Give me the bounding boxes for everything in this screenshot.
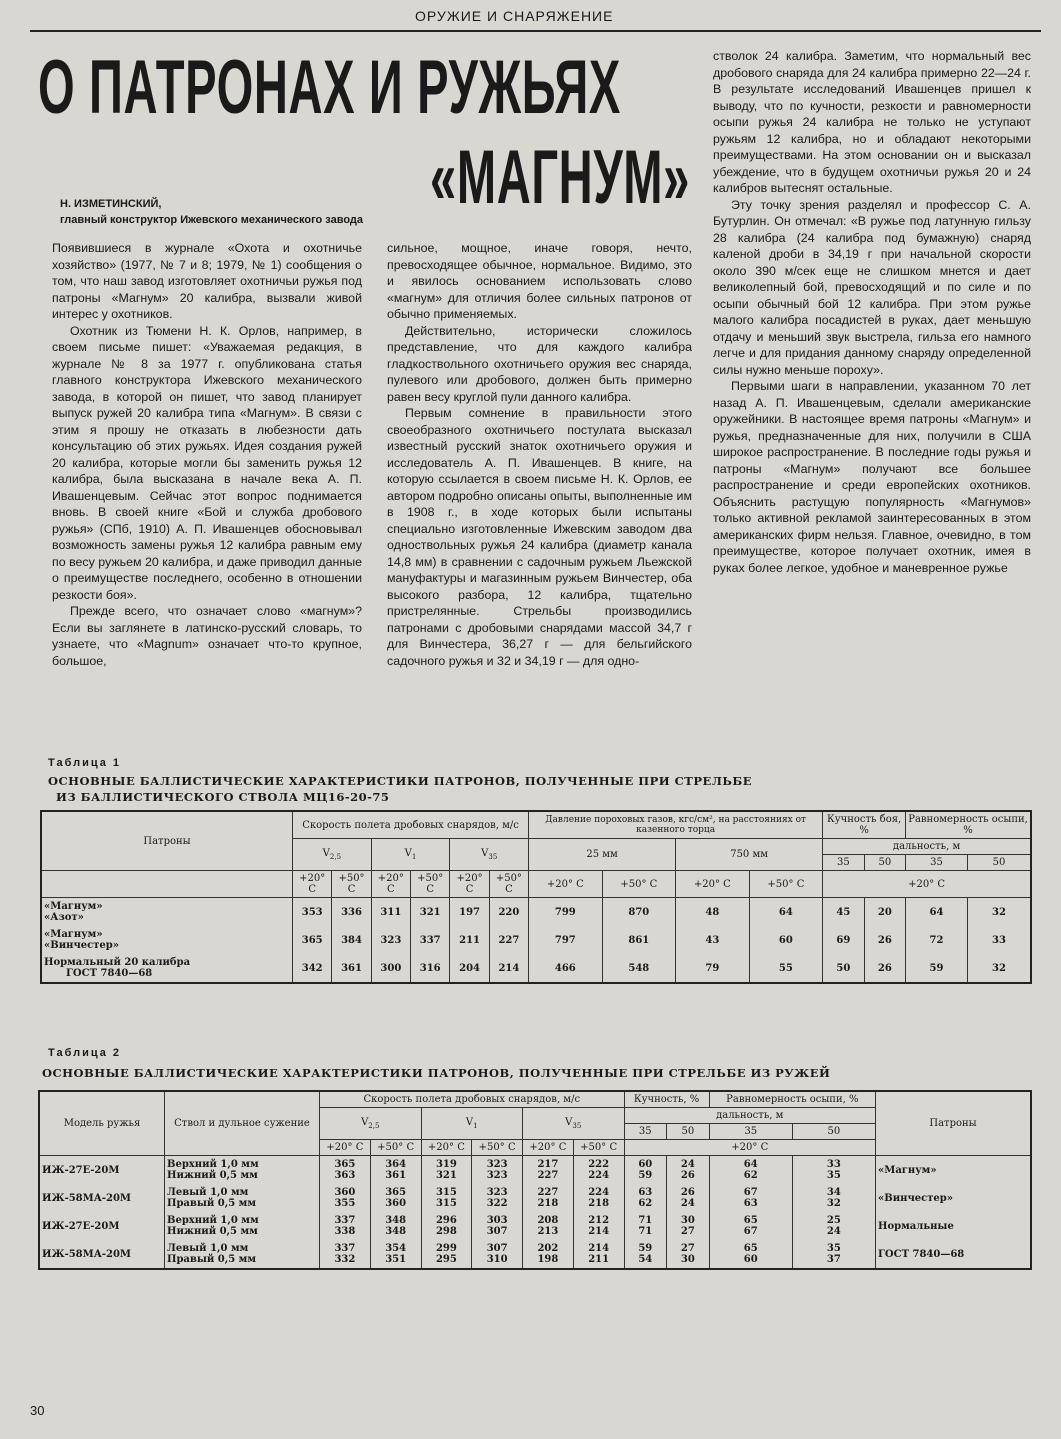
table2-patron: Нормальные bbox=[876, 1212, 1032, 1240]
section-header: ОРУЖИЕ И СНАРЯЖЕНИЕ bbox=[415, 8, 614, 24]
table-cell: 67 63 bbox=[709, 1184, 792, 1212]
table-cell: 307 310 bbox=[472, 1240, 523, 1269]
table-cell: 323 bbox=[371, 926, 410, 954]
table-cell: 48 bbox=[676, 898, 750, 927]
table-cell: 35 37 bbox=[792, 1240, 875, 1269]
table-cell: 870 bbox=[602, 898, 676, 927]
header-rule bbox=[30, 30, 1041, 32]
paragraph: Прежде всего, что означает слово «магнум»? Если вы заглянете в латинско-русский словарь, то узнаете, что «Magnum» означает что-то крупное, большое, bbox=[52, 604, 362, 668]
table-cell: 64 bbox=[749, 898, 823, 927]
table-cell: 797 bbox=[529, 926, 603, 954]
table-cell: 365 363 bbox=[320, 1156, 371, 1185]
table2-temp: +50° С bbox=[573, 1140, 624, 1156]
table1 bbox=[40, 810, 1032, 984]
table-cell: 296 298 bbox=[421, 1212, 472, 1240]
table1-temp: +50° С bbox=[489, 871, 528, 898]
table-cell: 26 bbox=[864, 926, 905, 954]
table2-d: 50 bbox=[667, 1124, 710, 1140]
table-row bbox=[39, 1184, 1031, 1212]
table1-d: 35 bbox=[906, 855, 968, 871]
table-cell: 26 bbox=[864, 954, 905, 983]
table1-title: ОСНОВНЫЕ БАЛЛИСТИЧЕСКИЕ ХАРАКТЕРИСТИКИ ПАТРОНОВ, ПОЛУЧЕННЫЕ ПРИ СТРЕЛЬБЕ ИЗ БАЛЛИСТИЧЕСКОГО СТВОЛА МЦ16-20-75 bbox=[48, 774, 752, 804]
table-row bbox=[41, 898, 1031, 927]
table1-p2: 750 мм bbox=[676, 839, 823, 871]
table2-header-ravn: Равномерность осыпи, % bbox=[709, 1091, 875, 1108]
table-cell: 337 bbox=[411, 926, 450, 954]
article-column-1 bbox=[52, 240, 362, 755]
table2-temp: +20° С bbox=[421, 1140, 472, 1156]
paragraph: Первыми шаги в направлении, указанном 70 лет назад А. П. Ивашенцевым, сделали американские оружейники. В настоящее время патроны «Магнум» и ружья, предназначенные для них, получили в США широкое распространение. В последние годы ружья и патроны «Магнум» получают все большее распространение и среди европейских охотников. Объяснить растущую популярность «Магнумов» только активной рекламой заинтересованных в этом американских фирм нельзя. Главное, очевидно, в том преимуществе, которое получает охотник, имея в руках более легкое, удобное и маневренное ружье bbox=[713, 379, 1031, 575]
table-cell: 360 355 bbox=[320, 1184, 371, 1212]
table2-header-barrel: Ствол и дульное сужение bbox=[165, 1091, 320, 1156]
table1-v1: $V_{2,5}$ bbox=[293, 839, 372, 871]
table-cell: 20 bbox=[864, 898, 905, 927]
table2 bbox=[38, 1090, 1032, 1270]
table-cell: 211 bbox=[450, 926, 489, 954]
table1-body bbox=[41, 898, 1031, 984]
table2-v3: $V_{35}$ bbox=[523, 1108, 625, 1140]
table1-header-ravn: Равномерность осыпи, % bbox=[906, 811, 1031, 839]
table-cell: 32 bbox=[967, 954, 1031, 983]
table2-body bbox=[39, 1156, 1031, 1270]
table2-d: 35 bbox=[624, 1124, 667, 1140]
table-cell: 197 bbox=[450, 898, 489, 927]
table2-header-kuch: Кучность, % bbox=[624, 1091, 709, 1108]
table-cell: 79 bbox=[676, 954, 750, 983]
table2-barrel: Левый 1,0 мм Правый 0,5 мм bbox=[165, 1184, 320, 1212]
table-row bbox=[39, 1156, 1031, 1185]
table2-model: ИЖ-27Е-20М bbox=[39, 1156, 165, 1185]
table2-header-speed: Скорость полета дробовых снарядов, м/с bbox=[320, 1091, 625, 1108]
table-cell: 354 351 bbox=[370, 1240, 421, 1269]
table-cell: 311 bbox=[371, 898, 410, 927]
table1-temp: +20° С bbox=[529, 871, 603, 898]
paragraph: сильное, мощное, иначе говоря, нечто, превосходящее обычное, нормальное. Видимо, это и явилось основанием использовать слово «магнум» для отличия более сильных патронов от обычно применяемых. bbox=[387, 241, 692, 321]
table-cell: 45 bbox=[823, 898, 864, 927]
table2-temp-all: +20° С bbox=[624, 1140, 876, 1156]
table-cell: 63 62 bbox=[624, 1184, 667, 1212]
table-row bbox=[41, 954, 1031, 983]
table-cell: 364 361 bbox=[370, 1156, 421, 1185]
table-cell: 202 198 bbox=[523, 1240, 574, 1269]
table2-patron: «Винчестер» bbox=[876, 1184, 1032, 1212]
paragraph: стволок 24 калибра. Заметим, что нормальный вес дробового снаряда для 24 калибра примерно 22—24 г. В результате исследований Ивашенцев пришел к выводу, что по кучности, резкости и равномерности осыпи ружья 24 калибра не только не уступают ружьям 12 калибра, но и обладают некоторыми преимуществами. На этом основании он и высказал убеждение, что в будущем охотничьи ружья 20 и 24 калибров вытеснят остальные. bbox=[713, 49, 1031, 195]
table-cell: 34 32 bbox=[792, 1184, 875, 1212]
table-cell: 65 67 bbox=[709, 1212, 792, 1240]
page-number: 30 bbox=[30, 1403, 45, 1418]
table2-temp: +20° С bbox=[523, 1140, 574, 1156]
table-cell: 348 348 bbox=[370, 1212, 421, 1240]
table1-v3: $V_{35}$ bbox=[450, 839, 529, 871]
table-row bbox=[39, 1212, 1031, 1240]
table2-caption: Таблица 2 bbox=[48, 1047, 122, 1059]
table-cell: 316 bbox=[411, 954, 450, 983]
table-cell: 30 27 bbox=[667, 1212, 710, 1240]
table2-model: ИЖ-27Е-20М bbox=[39, 1212, 165, 1240]
paragraph: Появившиеся в журнале «Охота и охотничье хозяйство» (1977, № 7 и 8; 1979, № 1) сообщения о том, что наш завод изготовляет охотничьи ружья под патроны «Магнум» 20 калибра, вызвали живой интерес у охотников. bbox=[52, 241, 362, 321]
table1-dist: дальность, м bbox=[823, 839, 1031, 855]
table2-model: ИЖ-58МА-20М bbox=[39, 1240, 165, 1269]
author-role: главный конструктор Ижевского механического завода bbox=[60, 214, 364, 226]
table-cell: 59 54 bbox=[624, 1240, 667, 1269]
table1-v2: $V_1$ bbox=[371, 839, 450, 871]
table-cell: 365 bbox=[293, 926, 332, 954]
table-cell: 323 322 bbox=[472, 1184, 523, 1212]
table-cell: 64 bbox=[906, 898, 968, 927]
table1-row-name: Нормальный 20 калибра ГОСТ 7840—68 bbox=[41, 954, 293, 983]
table1-temp: +50° С bbox=[332, 871, 371, 898]
table-cell: 319 321 bbox=[421, 1156, 472, 1185]
table2-temp: +20° С bbox=[320, 1140, 371, 1156]
author-block bbox=[60, 196, 363, 228]
table-row bbox=[39, 1240, 1031, 1269]
table-cell: 315 315 bbox=[421, 1184, 472, 1212]
table-cell: 299 295 bbox=[421, 1240, 472, 1269]
table-cell: 384 bbox=[332, 926, 371, 954]
table-cell: 799 bbox=[529, 898, 603, 927]
table-cell: 32 bbox=[967, 898, 1031, 927]
table-cell: 217 227 bbox=[523, 1156, 574, 1185]
table-cell: 208 213 bbox=[523, 1212, 574, 1240]
table1-row-name: «Магнум» «Винчестер» bbox=[41, 926, 293, 954]
table-cell: 353 bbox=[293, 898, 332, 927]
table2-d: 50 bbox=[792, 1124, 875, 1140]
paragraph: Охотник из Тюмени Н. К. Орлов, например, в своем письме пишет: «Уважаемая редакция, в журнале № 8 за 1977 г. опубликована статья главного конструктора Ижевского механического завода, в которой он пишет, что завод планирует выпуск ружей 20 калибра типа «Магнум». В связи с этим я прошу не отказать в любезности дать консультацию об этих ружьях. Идея создания ружей 20 калибра, которые могли бы заменить ружья 12 калибра, была высказана в начале века А. П. Ивашенцевым. Сейчас этот вопрос поднимается вновь. В своей книге «Бой и служба дробового ружья» (СПб, 1910) А. П. Ивашенцев обосновывал возможность замены ружья 12 калибра равным ему по весу ружьем 20 калибра, и даже приводил данные о преимуществе последнего, особенно в отношении резкости боя». bbox=[52, 323, 362, 602]
table-cell: 33 35 bbox=[792, 1156, 875, 1185]
table-cell: 466 bbox=[529, 954, 603, 983]
table2-model: ИЖ-58МА-20М bbox=[39, 1184, 165, 1212]
table-cell: 64 62 bbox=[709, 1156, 792, 1185]
table2-barrel: Верхний 1,0 мм Нижний 0,5 мм bbox=[165, 1156, 320, 1185]
table-cell: 69 bbox=[823, 926, 864, 954]
table-cell: 24 26 bbox=[667, 1156, 710, 1185]
table1-header-pressure: Давление пороховых газов, кгс/см², на расстояниях от казенного торца bbox=[529, 811, 823, 839]
table-cell: 50 bbox=[823, 954, 864, 983]
table2-temp: +50° С bbox=[370, 1140, 421, 1156]
table-cell: 224 218 bbox=[573, 1184, 624, 1212]
table2-temp: +50° С bbox=[472, 1140, 523, 1156]
table-cell: 26 24 bbox=[667, 1184, 710, 1212]
table-cell: 60 59 bbox=[624, 1156, 667, 1185]
table2-title: ОСНОВНЫЕ БАЛЛИСТИЧЕСКИЕ ХАРАКТЕРИСТИКИ ПАТРОНОВ, ПОЛУЧЕННЫЕ ПРИ СТРЕЛЬБЕ ИЗ РУЖЕЙ bbox=[42, 1066, 831, 1080]
table2-v1: $V_{2,5}$ bbox=[320, 1108, 422, 1140]
table-cell: 342 bbox=[293, 954, 332, 983]
table-cell: 222 224 bbox=[573, 1156, 624, 1185]
table1-temp: +20° С bbox=[676, 871, 750, 898]
table1-header-speed: Скорость полета дробовых снарядов, м/с bbox=[293, 811, 529, 839]
title-line-2: «МАГНУМ» bbox=[430, 135, 690, 220]
table-cell: 72 bbox=[906, 926, 968, 954]
table1-temp: +20° С bbox=[450, 871, 489, 898]
table2-patron: «Магнум» bbox=[876, 1156, 1032, 1185]
table2-header-model: Модель ружья bbox=[39, 1091, 165, 1156]
table-cell: 861 bbox=[602, 926, 676, 954]
table-cell: 65 60 bbox=[709, 1240, 792, 1269]
table1-temp: +20° С bbox=[293, 871, 332, 898]
table2-barrel: Верхний 1,0 мм Нижний 0,5 мм bbox=[165, 1212, 320, 1240]
table-cell: 25 24 bbox=[792, 1212, 875, 1240]
table1-header-kuch: Кучность боя, % bbox=[823, 811, 906, 839]
table-cell: 60 bbox=[749, 926, 823, 954]
table2-dist: дальность, м bbox=[624, 1108, 876, 1124]
table-cell: 227 218 bbox=[523, 1184, 574, 1212]
table-cell: 361 bbox=[332, 954, 371, 983]
table-cell: 337 332 bbox=[320, 1240, 371, 1269]
table-cell: 303 307 bbox=[472, 1212, 523, 1240]
table1-temp: +50° С bbox=[602, 871, 676, 898]
title-line-1: О ПАТРОНАХ И РУЖЬЯХ bbox=[38, 45, 621, 130]
table-cell: 227 bbox=[489, 926, 528, 954]
table1-temp: +50° С bbox=[749, 871, 823, 898]
table2-header-patrons: Патроны bbox=[876, 1091, 1032, 1156]
table-cell: 55 bbox=[749, 954, 823, 983]
table-row bbox=[41, 926, 1031, 954]
author-name: Н. ИЗМЕТИНСКИЙ, bbox=[60, 198, 162, 210]
table1-caption: Таблица 1 bbox=[48, 757, 122, 769]
table-cell: 204 bbox=[450, 954, 489, 983]
table1-d: 35 bbox=[823, 855, 864, 871]
table1-p1: 25 мм bbox=[529, 839, 676, 871]
table-cell: 321 bbox=[411, 898, 450, 927]
paragraph: Действительно, исторически сложилось представление, что для каждого калибра гладкоствольного охотничьего оружия вес снаряда, пулевого или дробового, должен быть примерно равен весу круглой пули данного калибра. bbox=[387, 323, 692, 404]
table-cell: 337 338 bbox=[320, 1212, 371, 1240]
table1-header-patrons: Патроны bbox=[41, 811, 293, 871]
table-cell: 365 360 bbox=[370, 1184, 421, 1212]
table-cell: 33 bbox=[967, 926, 1031, 954]
table2-barrel: Левый 1,0 мм Правый 0,5 мм bbox=[165, 1240, 320, 1269]
table2-v2: $V_1$ bbox=[421, 1108, 523, 1140]
paragraph: Эту точку зрения разделял и профессор С. А. Бутурлин. Он отмечал: «В ружье под латунную гильзу 28 калибра (24 калибра под бумажную) снаряд каленой дроби в 34,19 г при начальной скорости около 390 м/сек еще не слишком мнется и дает великолепный бой, превосходящий и по силе и по осыпи обычный бой 12 калибра. При этом ружье малого калибра посадистей в руках, дает меньшую отдачу и меньший звук выстрела, гильза его намного легче и для придания данному снаряду определенной силы нужно меньше пороху». bbox=[713, 197, 1031, 377]
article-column-3 bbox=[713, 48, 1031, 755]
table-cell: 214 bbox=[489, 954, 528, 983]
table-cell: 220 bbox=[489, 898, 528, 927]
table-cell: 548 bbox=[602, 954, 676, 983]
table-cell: 300 bbox=[371, 954, 410, 983]
paragraph: Первым сомнение в правильности этого своеобразного охотничьего постулата высказал известный русский знаток охотничьего оружия и исследователь А. П. Ивашенцев. В книге, на которую ссылается в своем письме Н. К. Орлов, ее автором подробно описаны опыты, выполненные им в 1908 г., в ходе которых были испытаны специально изготовленные Ижевским заводом два одноствольных ружья 24 калибра (диаметр канала 14,8 мм) в сравнении с садочным ружьем Льежской мануфактуры и магазинным ружьем Винчестер, оба высокого разбора, 12 калибра, тщательно пристрелянные. Стрельбы производились патронами с дробовыми снарядами массой 34,7 г для Винчестера, 36,27 г — для бельгийского садочного ружья и 32 и 34,19 г — для одно- bbox=[387, 406, 692, 668]
table2-d: 35 bbox=[709, 1124, 792, 1140]
table1-d: 50 bbox=[864, 855, 905, 871]
table-cell: 336 bbox=[332, 898, 371, 927]
table-cell: 59 bbox=[906, 954, 968, 983]
table2-patron: ГОСТ 7840—68 bbox=[876, 1240, 1032, 1269]
table1-d: 50 bbox=[967, 855, 1031, 871]
table-cell: 27 30 bbox=[667, 1240, 710, 1269]
article-column-2 bbox=[387, 240, 692, 755]
table1-temp: +50° С bbox=[411, 871, 450, 898]
table1-temp: +20° С bbox=[371, 871, 410, 898]
table1-temp-all: +20° С bbox=[823, 871, 1031, 898]
table-cell: 214 211 bbox=[573, 1240, 624, 1269]
table1-empty bbox=[41, 871, 293, 898]
table-cell: 323 323 bbox=[472, 1156, 523, 1185]
table1-row-name: «Магнум» «Азот» bbox=[41, 898, 293, 927]
table-cell: 43 bbox=[676, 926, 750, 954]
table-cell: 71 71 bbox=[624, 1212, 667, 1240]
table-cell: 212 214 bbox=[573, 1212, 624, 1240]
